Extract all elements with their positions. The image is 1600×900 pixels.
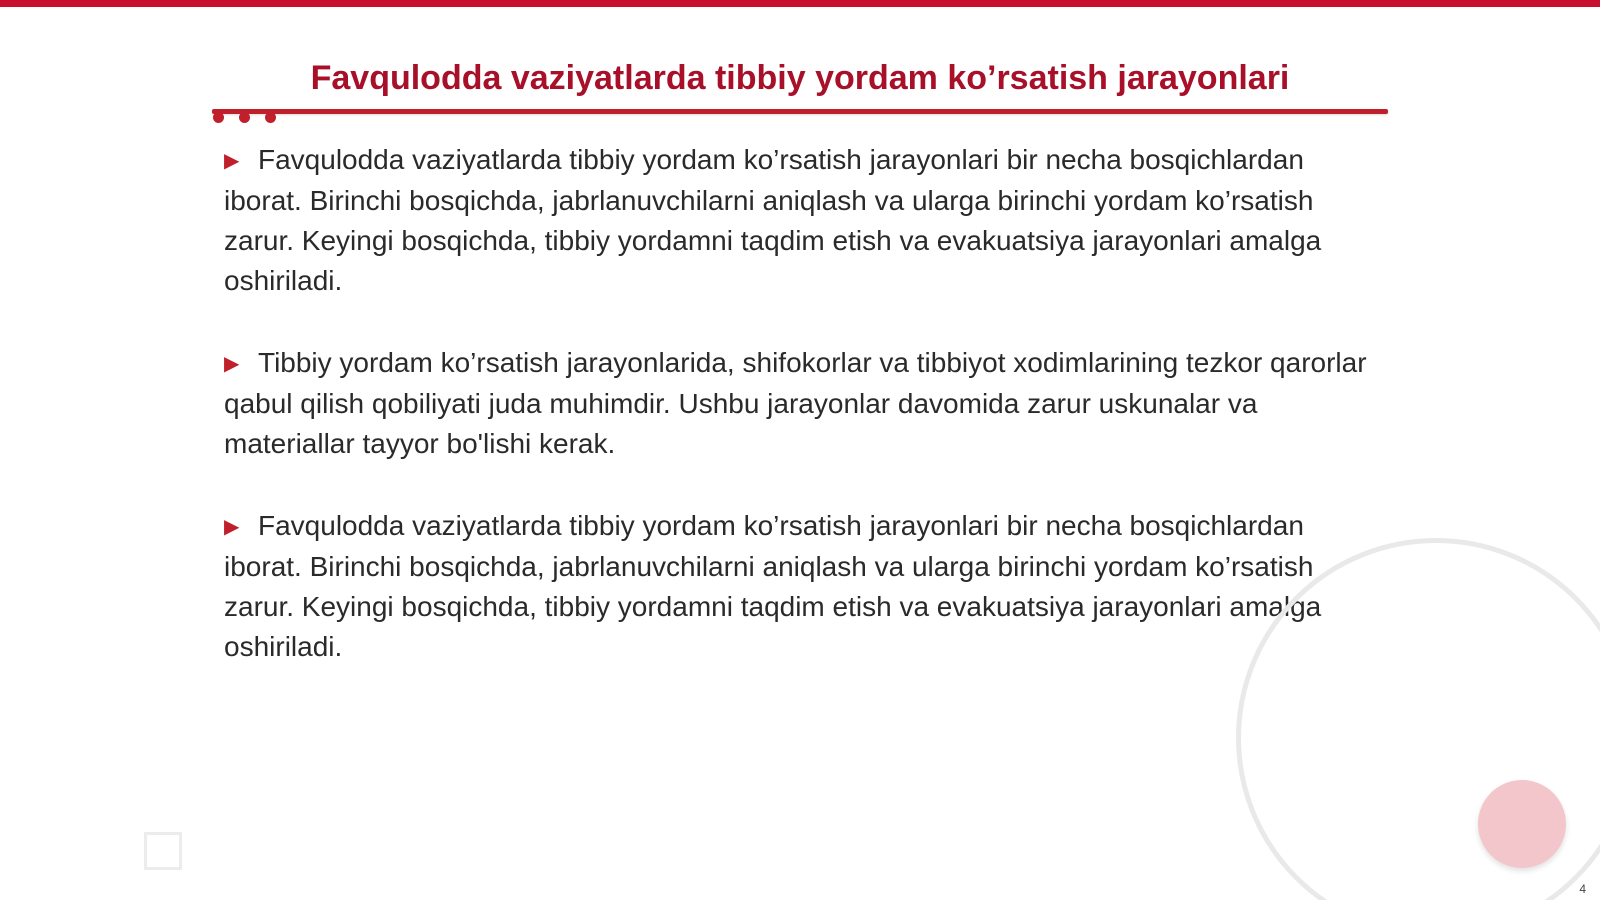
top-accent-bar	[0, 0, 1600, 7]
title-underline-dot	[239, 112, 250, 123]
bullet-paragraph	[224, 140, 1374, 301]
page-number: 4	[1579, 882, 1586, 896]
bullet-arrow-icon: ▶	[224, 150, 240, 172]
bullet-text: Favqulodda vaziyatlarda tibbiy yordam ko’rsatish jarayonlari bir necha bosqichlardan iborat. Birinchi bosqichda, jabrlanuvchilarni aniqlash va ularga birinchi yordam ko’rsatish zarur. Keyingi bosqichda, tibbiy yordamni taqdim etish va evakuatsiya jarayonlari amalga oshiriladi.	[224, 144, 1322, 296]
bullet-arrow-icon: ▶	[224, 353, 240, 375]
decorative-square	[144, 832, 182, 870]
title-underline-dot	[213, 112, 224, 123]
bullet-arrow-icon: ▶	[224, 516, 240, 538]
bullet-text: Favqulodda vaziyatlarda tibbiy yordam ko’rsatish jarayonlari bir necha bosqichlardan iborat. Birinchi bosqichda, jabrlanuvchilarni aniqlash va ularga birinchi yordam ko’rsatish zarur. Keyingi bosqichda, tibbiy yordamni taqdim etish va evakuatsiya jarayonlari amalga oshiriladi.	[224, 510, 1322, 662]
bullet-paragraph	[224, 506, 1374, 667]
bullet-paragraph	[224, 343, 1374, 464]
slide-title: Favqulodda vaziyatlarda tibbiy yordam ko’rsatish jarayonlari	[310, 59, 1290, 97]
slide-content	[224, 140, 1374, 709]
decorative-circle	[1478, 780, 1566, 868]
title-underline-dot	[265, 112, 276, 123]
bullet-text: Tibbiy yordam ko’rsatish jarayonlarida, shifokorlar va tibbiyot xodimlarining tezkor qarorlar qabul qilish qobiliyati juda muhimdir. Ushbu jarayonlar davomida zarur uskunalar va materiallar tayyor bo'lishi kerak.	[224, 347, 1367, 459]
title-underline	[212, 109, 1388, 114]
